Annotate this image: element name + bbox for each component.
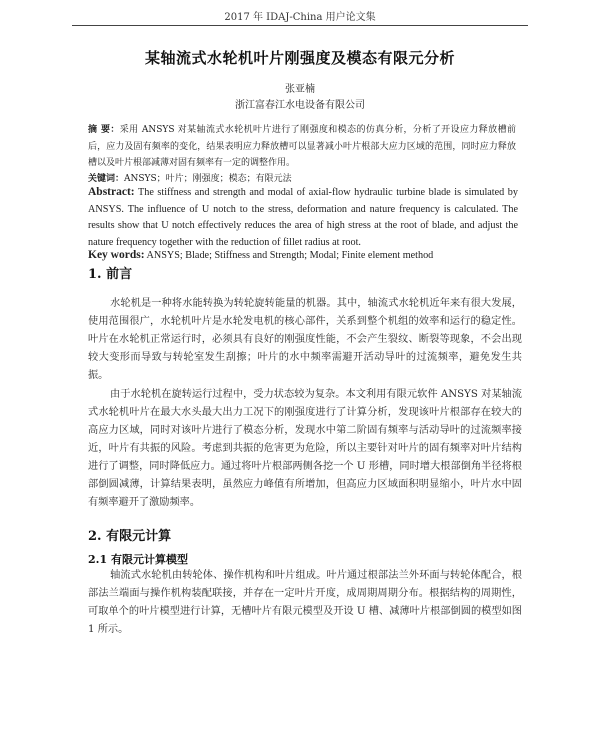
abstract-chinese xyxy=(88,122,516,172)
fe-model-paragraph xyxy=(88,567,522,639)
introduction-paragraph-1-text: 水轮机是一种将水能转换为转轮旋转能量的机器。其中，轴流式水轮机近年来有很大发展，使用范围很广，水轮机叶片是水轮发电机的核心部件，关系到整个机组的效率和运行的稳定性。叶片在水轮机正常运行时，必须具有良好的刚强度性能，不会产生裂纹、断裂等现象，不会出现较大变形而导致与转轮室发生刮擦；叶片的水中频率需避开活动导叶的过流频率，避免发生共振。 xyxy=(88,298,522,381)
introduction-paragraph-1 xyxy=(88,295,522,385)
keywords-english-text: ANSYS; Blade; Stiffness and Strength; Modal; Finite element method xyxy=(146,250,434,261)
abstract-english xyxy=(88,184,518,251)
keywords-english xyxy=(88,247,528,264)
header-rule xyxy=(72,25,528,26)
abstract-english-label: Abstract: xyxy=(88,186,135,198)
running-header: 2017 年 IDAJ-China 用户论文集 xyxy=(224,12,376,23)
introduction-paragraph-2-text: 由于水轮机在旋转运行过程中，受力状态较为复杂。本文利用有限元软件 ANSYS 对某轴流式水轮机叶片在最大水头最大出力工况下的刚强度进行了计算分析，发现该叶片根部存在较大的高应力区域，同时对该叶片进行了模态分析，发现水中第二阶固有频率与活动导叶的过流频率接近，叶片有共振的风险。考虑到共振的危害更为危险，所以主要针对叶片的固有频率对叶片结构进行了调整，同时降低应力。通过将叶片根部两侧各挖一个 U 形槽，同时增大根部倒角半径将根部倒圆减薄，计算结果表明，虽然应力峰值有所增加，但高应力区域面积明显缩小，叶片水中固有频率避开了激励频率。 xyxy=(88,389,522,508)
keywords-english-label: Key words: xyxy=(88,249,145,261)
fe-model-paragraph-text: 轴流式水轮机由转轮体、操作机构和叶片组成。叶片通过根部法兰外环面与转轮体配合，根部法兰端面与操作机构装配联接，并存在一定叶片开度，成周期周期分布。根据结构的周期性，可取单个的叶片模型进行计算，无槽叶片有限元模型及开设 U 槽、减薄叶片根部倒圆的模型如图 1 所示。 xyxy=(88,570,522,635)
abstract-chinese-text: 采用 ANSYS 对某轴流式水轮机叶片进行了刚强度和模态的仿真分析，分析了开设应力释放槽前后，应力及固有频率的变化，结果表明应力释放槽可以显著减小叶片根部大应力区域的范围，同时应力释放槽以及叶片根部减薄对固有频率有一定的调整作用。 xyxy=(88,125,516,168)
author-name: 张亚楠 xyxy=(285,84,315,95)
section-heading-introduction: 1. 前言 xyxy=(88,267,133,282)
keywords-chinese-text: ANSYS；叶片；刚强度；模态；有限元法 xyxy=(124,174,292,184)
section-heading-fe-calculation: 2. 有限元计算 xyxy=(88,529,172,544)
abstract-chinese-label: 摘 要： xyxy=(88,125,120,135)
abstract-english-text: The stiffness and strength and modal of axial-flow hydraulic turbine blade is simulated by ANSYS. The influence of U notch to the stress, deformation and nature frequency is calculated. The results show that U notch effectively reduces the area of high stress at the root of blade, and adjust the nature frequency together with the reduction of fillet radius at root. xyxy=(88,187,518,248)
subsection-heading-fe-model: 2.1 有限元计算模型 xyxy=(88,553,188,566)
keywords-chinese-label: 关键词： xyxy=(88,174,125,184)
paper-title: 某轴流式水轮机叶片刚强度及模态有限元分析 xyxy=(144,49,455,67)
author-affiliation: 浙江富春江水电设备有限公司 xyxy=(235,100,365,111)
introduction-paragraph-2 xyxy=(88,386,522,512)
